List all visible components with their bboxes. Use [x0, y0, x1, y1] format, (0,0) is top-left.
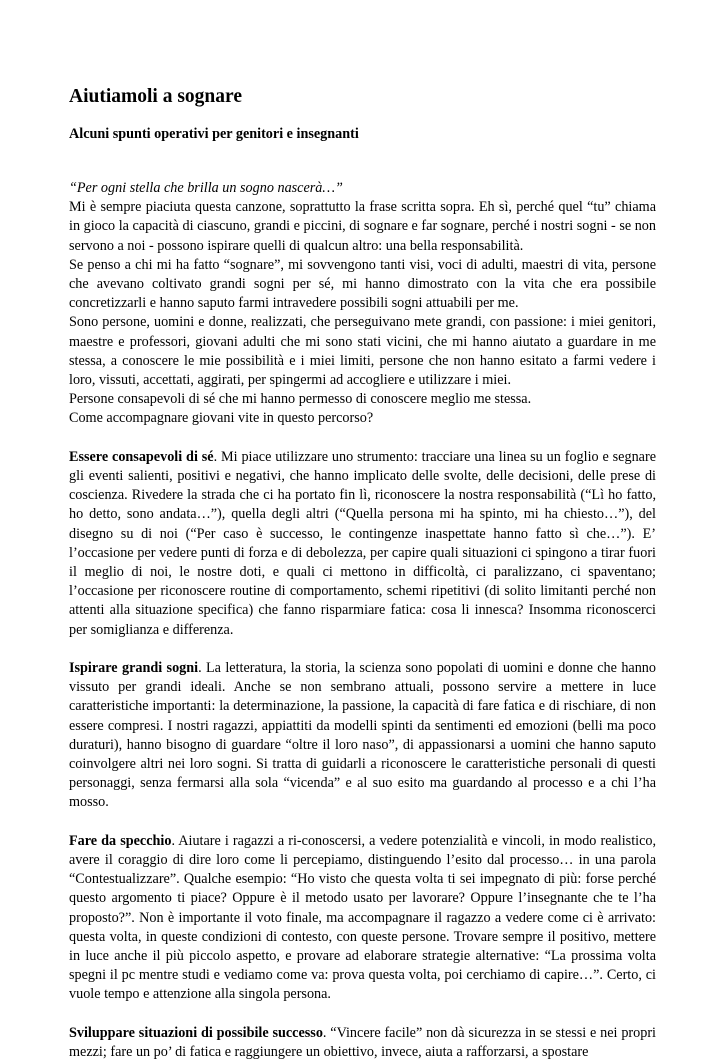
intro-paragraph: Mi è sempre piaciuta questa canzone, soprattutto la frase scritta sopra. Eh sì, perché quel “tu” chiama in gioco la capacità di ciascuno, grandi e piccini, di sognare e far sognare, perché i nostri sogni - se non servono a noi - possono ispirare quelli di qualcun altro: una bella responsabilità.: [69, 199, 656, 254]
section-body: . “Vincere facile” non dà sicurezza in se stessi e nei propri mezzi; fare un po’ di fatica e raggiungere un obiettivo, invece, aiuta a rafforzarsi, a spostare: [69, 1024, 656, 1061]
intro-paragraph: Persone consapevoli di sé che mi hanno permesso di conoscere meglio me stessa.: [69, 391, 532, 408]
intro-paragraph: Se penso a chi mi ha fatto “sognare”, mi sovvengono tanti visi, voci di adulti, maestri di vita, persone che avevano coltivato grandi sogni per sé, mi hanno dimostrato con la vita che era possibile concretizzarli e hanno saputo farmi intravedere possibili sogni attuabili per me.: [69, 256, 656, 312]
section-heading: Essere consapevoli di sé: [69, 448, 214, 465]
section-heading: Fare da specchio: [69, 832, 172, 849]
document-page: [69, 84, 656, 1062]
section-body: . Aiutare i ragazzi a ri-conoscersi, a vedere potenzialità e vincoli, in modo realistico, avere il coraggio di dire loro come li percepiamo, distinguendo l’esito dal processo… in una parola “Contestualizzare”. Qualche esempio: “Ho visto che questa volta ti sei impegnato di più: forse perché questo argomento ti piace? Oppure è il metodo usato per lavorare? Oppure l’insegnante che te l’ha proposto?”. Non è importante il voto finale, ma accompagnare il ragazzo a vedere come ci è arrivato: questa volta, in queste condizioni di contesto, con queste persone. Trovare sempre il positivo, mettere in luce anche il più piccolo aspetto, e provare ad elaborare strategie alternative: “La prossima volta spegni il pc mentre studi e vediamo come va: prova questa volta, poi cerchiamo di capire…”. Certo, ci vuole tempo e attenzione alla singola persona.: [69, 832, 657, 1003]
intro-paragraph: Sono persone, uomini e donne, realizzati, che perseguivano mete grandi, con passione: i miei genitori, maestre e professori, giovani adulti che mi sono stati vicini, che mi hanno aiutato a guardare in me stessa, a conoscere le mie possibilità e i miei limiti, persone che non hanno esitato a farmi vedere i loro, vissuti, accettati, aggirati, per spingermi ad accogliere e utilizzare i miei.: [69, 314, 656, 389]
document-subtitle: Alcuni spunti operativi per genitori e insegnanti: [69, 126, 359, 142]
section-ispirare: [69, 659, 656, 813]
intro-section: [69, 198, 656, 428]
song-quote: “Per ogni stella che brilla un sogno nascerà…”: [69, 180, 343, 196]
section-heading: Ispirare grandi sogni: [69, 660, 199, 677]
section-body: . Mi piace utilizzare uno strumento: tracciare una linea su un foglio e segnare gli eventi salienti, positivi e negativi, che hanno implicato delle svolte, delle decisioni, delle prese di coscienza. Rivedere la strada che ci ha portato fin lì, riconoscere la nostra responsabilità (“Lì ho fatto, ho detto, sono andata…”), quella degli altri (“Quella persona mi ha spinto, mi ha chiesto…”), del disegno su di noi (“Per caso è successo, le contingenze inaspettate hanno fatto sì che…”). E’ l’occasione per vedere punti di forza e di debolezza, per capire quali situazioni ci spingono a tirar fuori il meglio di noi, le nostre doti, e quali ci mettono in difficoltà, ci paralizzano, ci spaventano; l’occasione per riconoscere routine di comportamento, schemi ripetitivi (di solito limitanti perché non attenti alla situazione specifica) che fanno risparmiare fatica: cosa li innesca? Insomma riconoscerci per somiglianza e differenza.: [69, 448, 656, 638]
intro-paragraph: Come accompagnare giovani vite in questo percorso?: [69, 410, 374, 427]
section-body: . La letteratura, la storia, la scienza sono popolati di uomini e donne che hanno vissuto per grandi ideali. Anche se non sembrano attuali, possono servire a mettere in luce caratteristiche importanti: la determinazione, la passione, la capacità di fare fatica e di rischiare, di non essere compresi. I nostri ragazzi, appiattiti da modelli spinti da sentimenti ed emozioni (belli ma poco duraturi), hanno bisogno di guardare “oltre il loro naso”, di appassionarsi a uomini che hanno saputo coinvolgere altri nei loro sogni. Si tratta di guidarli a riconoscere le caratteristiche personali di questi personaggi, senza fermarsi alla sola “vicenda” e al suo esito ma guardando al processo e a chi l’ha mosso.: [69, 660, 656, 811]
document-title: Aiutiamoli a sognare: [69, 86, 242, 107]
section-consapevoli: [69, 448, 656, 640]
section-specchio: [69, 832, 656, 1005]
section-successo: [69, 1024, 656, 1062]
section-heading: Sviluppare situazioni di possibile successo: [69, 1024, 323, 1041]
